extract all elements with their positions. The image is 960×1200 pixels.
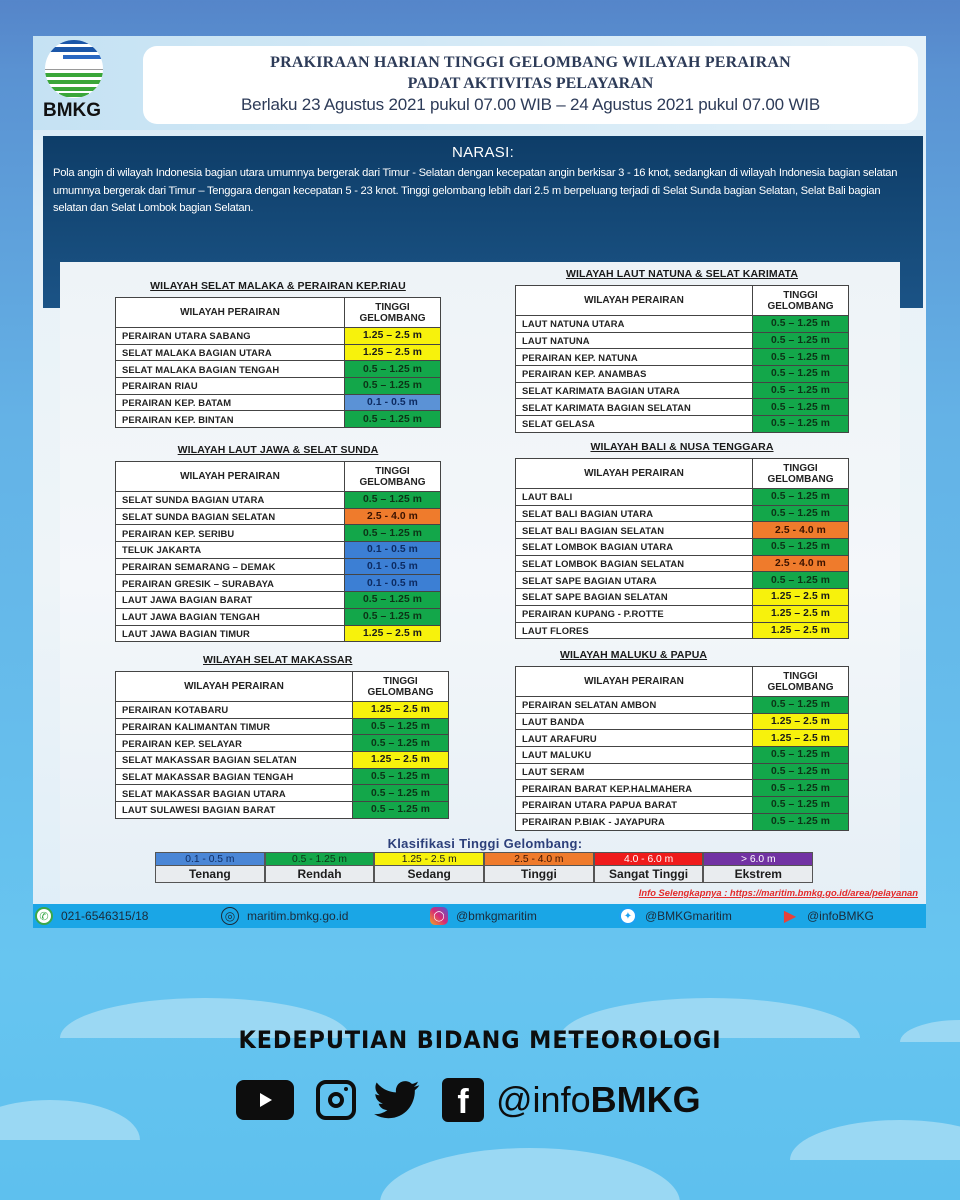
more-info-link[interactable]: Info Selengkapnya : https://maritim.bmkg.go.id/area/pelayanan: [638, 887, 918, 898]
wave-height-value: 0.5 – 1.25 m: [353, 718, 449, 735]
facebook-icon[interactable]: f: [442, 1078, 484, 1122]
header-area: WILAYAH PERAIRAN: [116, 462, 345, 492]
wave-height-value: 0.5 – 1.25 m: [345, 492, 441, 509]
area-name: PERAIRAN KALIMANTAN TIMUR: [116, 718, 353, 735]
youtube-icon[interactable]: [236, 1080, 294, 1120]
contact-bar: [33, 904, 926, 928]
table-row: [516, 382, 849, 399]
area-name: PERAIRAN KEP. ANAMBAS: [516, 366, 753, 383]
wave-height-value: 1.25 – 2.5 m: [353, 752, 449, 769]
legend-range: > 6.0 m: [703, 852, 813, 866]
table-row: [516, 697, 849, 714]
handle-prefix: @info: [496, 1079, 591, 1120]
table-row: [116, 542, 441, 559]
table-row: [116, 768, 449, 785]
area-name: LAUT JAWA BAGIAN TIMUR: [116, 625, 345, 642]
wave-height-value: 0.5 – 1.25 m: [753, 332, 849, 349]
wave-height-value: 0.5 – 1.25 m: [353, 802, 449, 819]
area-name: LAUT NATUNA UTARA: [516, 316, 753, 333]
table-row: [116, 592, 441, 609]
legend-range: 1.25 - 2.5 m: [374, 852, 484, 866]
contact-twitter[interactable]: [619, 906, 732, 926]
title-box: [143, 46, 918, 124]
table-row: [516, 622, 849, 639]
header-wave-height: [345, 462, 441, 492]
table-row: [516, 555, 849, 572]
header-wave-line1: TINGGI: [783, 670, 818, 682]
wave-height-value: 0.5 – 1.25 m: [753, 349, 849, 366]
wave-height-value: 0.5 – 1.25 m: [345, 525, 441, 542]
table-row: [516, 605, 849, 622]
legend-labels: [155, 866, 815, 883]
instagram-handle: @bmkgmaritim: [456, 909, 537, 923]
table-row: [516, 780, 849, 797]
table-row: [516, 713, 849, 730]
table-row: [516, 316, 849, 333]
wave-height-value: 1.25 – 2.5 m: [345, 344, 441, 361]
header-wave-line1: TINGGI: [375, 465, 410, 477]
area-name: SELAT MAKASSAR BAGIAN SELATAN: [116, 752, 353, 769]
area-name: SELAT SAPE BAGIAN SELATAN: [516, 589, 753, 606]
page-title: PRAKIRAAN HARIAN TINGGI GELOMBANG WILAYAH PERAIRAN: [270, 54, 791, 71]
area-name: SELAT MAKASSAR BAGIAN UTARA: [116, 785, 353, 802]
table-row: [116, 785, 449, 802]
wave-height-value: 0.5 – 1.25 m: [345, 378, 441, 395]
header-area: WILAYAH PERAIRAN: [116, 672, 353, 702]
wave-height-value: 1.25 – 2.5 m: [753, 589, 849, 606]
table-row: [116, 608, 441, 625]
instagram-icon[interactable]: [316, 1080, 356, 1120]
table-row: [516, 349, 849, 366]
area-name: SELAT MALAKA BAGIAN TENGAH: [116, 361, 345, 378]
header-wave-line2: GELOMBANG: [767, 300, 834, 312]
wave-classification-legend: [155, 836, 815, 883]
table-row: [516, 366, 849, 383]
wave-table: [115, 461, 441, 642]
header-wave-height: [753, 286, 849, 316]
contact-playstore[interactable]: [781, 906, 874, 926]
header-wave-height: [353, 672, 449, 702]
area-name: SELAT KARIMATA BAGIAN SELATAN: [516, 399, 753, 416]
table-row: [116, 752, 449, 769]
table-row: [116, 575, 441, 592]
table-row: [116, 361, 441, 378]
legend-ranges: [155, 852, 815, 866]
wave-height-value: 0.5 – 1.25 m: [753, 416, 849, 433]
table-row: [116, 558, 441, 575]
narrative-text: Pola angin di wilayah Indonesia bagian utara umumnya bergerak dari Timur - Selatan dengan kecepatan angin berkisar 3 - 16 knot, sedangkan di wilayah Indonesia bagian selatan umumnya bergerak dari Timur – Tenggara dengan kecepatan 5 - 23 knot. Tinggi gelombang lebih dari 2.5 m berpeluang terjadi di Selat Sunda bagian Selatan, Selat Bali bagian selatan dan Selat Lombok bagian Selatan.: [53, 167, 898, 214]
region-title: WILAYAH SELAT MAKASSAR: [203, 654, 353, 666]
area-name: LAUT NATUNA: [516, 332, 753, 349]
wave-height-value: 0.5 – 1.25 m: [353, 768, 449, 785]
legend-range: 0.1 - 0.5 m: [155, 852, 265, 866]
area-name: PERAIRAN KEP. SELAYAR: [116, 735, 353, 752]
region-title: WILAYAH SELAT MALAKA & PERAIRAN KEP.RIAU: [150, 280, 406, 292]
area-name: SELAT SUNDA BAGIAN UTARA: [116, 492, 345, 509]
wave-height-value: 2.5 - 4.0 m: [753, 555, 849, 572]
wave-height-value: 0.5 – 1.25 m: [753, 399, 849, 416]
legend-label: Ekstrem: [703, 866, 813, 883]
table-row: [116, 394, 441, 411]
area-name: SELAT GELASA: [516, 416, 753, 433]
narrative-title: NARASI:: [451, 144, 515, 161]
area-name: PERAIRAN KEP. SERIBU: [116, 525, 345, 542]
table-header-row: [516, 667, 849, 697]
social-links: [236, 1078, 701, 1122]
wave-height-value: 0.5 – 1.25 m: [753, 763, 849, 780]
legend-label: Sedang: [374, 866, 484, 883]
table-row: [116, 492, 441, 509]
table-row: [116, 508, 441, 525]
wave-height-value: 0.5 – 1.25 m: [345, 411, 441, 428]
table-row: [116, 328, 441, 345]
background-wave: [380, 1148, 680, 1200]
wave-table: [515, 666, 849, 831]
area-name: PERAIRAN UTARA PAPUA BARAT: [516, 797, 753, 814]
area-name: SELAT LOMBOK BAGIAN UTARA: [516, 539, 753, 556]
instagram-icon: ◯: [430, 907, 448, 925]
header-wave-line1: TINGGI: [783, 289, 818, 301]
header-wave-height: [753, 459, 849, 489]
table-row: [516, 730, 849, 747]
wave-height-value: 0.5 – 1.25 m: [353, 735, 449, 752]
playstore-handle: @infoBMKG: [807, 909, 874, 923]
wave-height-value: 0.1 - 0.5 m: [345, 558, 441, 575]
header-wave-line1: TINGGI: [375, 301, 410, 313]
area-name: PERAIRAN RIAU: [116, 378, 345, 395]
wave-height-value: 1.25 – 2.5 m: [753, 713, 849, 730]
legend-range: 4.0 - 6.0 m: [594, 852, 704, 866]
header-wave-line2: GELOMBANG: [367, 686, 434, 698]
table-row: [116, 802, 449, 819]
area-name: PERAIRAN SELATAN AMBON: [516, 697, 753, 714]
contact-website[interactable]: [221, 906, 348, 926]
twitter-handle: @BMKGmaritim: [645, 909, 732, 923]
validity-period: Berlaku 23 Agustus 2021 pukul 07.00 WIB – 24 Agustus 2021 pukul 07.00 WIB: [241, 95, 820, 114]
table-row: [516, 489, 849, 506]
table-row: [516, 539, 849, 556]
header-wave-line2: GELOMBANG: [767, 473, 834, 485]
header-area: WILAYAH PERAIRAN: [516, 459, 753, 489]
table-header-row: [116, 298, 441, 328]
phone-number: 021-6546315/18: [61, 909, 149, 923]
wave-forecast-poster: [33, 36, 926, 928]
legend-range: 2.5 - 4.0 m: [484, 852, 594, 866]
legend-label: Tenang: [155, 866, 265, 883]
wave-height-value: 1.25 – 2.5 m: [353, 702, 449, 719]
wave-height-value: 2.5 - 4.0 m: [753, 522, 849, 539]
wave-height-value: 1.25 – 2.5 m: [345, 328, 441, 345]
area-name: SELAT SUNDA BAGIAN SELATAN: [116, 508, 345, 525]
table-header-row: [116, 462, 441, 492]
area-name: SELAT MALAKA BAGIAN UTARA: [116, 344, 345, 361]
wave-height-value: 1.25 – 2.5 m: [753, 605, 849, 622]
phone-icon: ✆: [35, 907, 53, 925]
area-name: PERAIRAN BARAT KEP.HALMAHERA: [516, 780, 753, 797]
table-row: [116, 378, 441, 395]
header-wave-line1: TINGGI: [383, 675, 418, 687]
region-bali-nusa-tenggara: [515, 441, 849, 639]
legend-title: Klasifikasi Tinggi Gelombang:: [387, 836, 583, 851]
header-area: WILAYAH PERAIRAN: [516, 286, 753, 316]
area-name: PERAIRAN KUPANG - P.ROTTE: [516, 605, 753, 622]
twitter-icon[interactable]: [374, 1080, 420, 1120]
wave-height-value: 0.5 – 1.25 m: [345, 361, 441, 378]
area-name: PERAIRAN KEP. NATUNA: [516, 349, 753, 366]
table-row: [116, 625, 441, 642]
wave-table: [515, 458, 849, 639]
area-name: TELUK JAKARTA: [116, 542, 345, 559]
poster-header: [33, 36, 926, 130]
table-row: [516, 416, 849, 433]
region-maluku-papua: [515, 649, 849, 831]
region-title: WILAYAH LAUT NATUNA & SELAT KARIMATA: [565, 268, 799, 280]
table-row: [516, 747, 849, 764]
wave-height-value: 0.1 - 0.5 m: [345, 542, 441, 559]
region-title: WILAYAH MALUKU & PAPUA: [560, 649, 708, 661]
region-laut-jawa: [115, 444, 441, 642]
region-title: WILAYAH LAUT JAWA & SELAT SUNDA: [177, 444, 379, 456]
wave-table: [515, 285, 849, 433]
bottom-title: KEDEPUTIAN BIDANG METEOROLOGI: [238, 1026, 722, 1054]
background-wave: [0, 1100, 140, 1140]
header-wave-line2: GELOMBANG: [359, 476, 426, 488]
area-name: PERAIRAN SEMARANG – DEMAK: [116, 558, 345, 575]
region-title: WILAYAH BALI & NUSA TENGGARA: [590, 441, 774, 453]
table-row: [516, 572, 849, 589]
table-row: [516, 522, 849, 539]
area-name: SELAT MAKASSAR BAGIAN TENGAH: [116, 768, 353, 785]
area-name: LAUT SERAM: [516, 763, 753, 780]
wave-height-value: 0.5 – 1.25 m: [345, 608, 441, 625]
table-row: [516, 797, 849, 814]
header-wave-height: [345, 298, 441, 328]
table-header-row: [516, 459, 849, 489]
social-handle: [496, 1079, 701, 1121]
wave-height-value: 0.1 - 0.5 m: [345, 575, 441, 592]
area-name: SELAT BALI BAGIAN SELATAN: [516, 522, 753, 539]
region-selat-makassar: [115, 654, 449, 819]
contact-phone[interactable]: [35, 906, 148, 926]
table-header-row: [116, 672, 449, 702]
contact-instagram[interactable]: [430, 906, 537, 926]
bmkg-logo: [41, 40, 105, 124]
bmkg-globe-icon: [45, 40, 103, 98]
area-name: SELAT KARIMATA BAGIAN UTARA: [516, 382, 753, 399]
wave-height-value: 0.5 – 1.25 m: [753, 697, 849, 714]
wave-table: [115, 671, 449, 819]
area-name: PERAIRAN KEP. BATAM: [116, 394, 345, 411]
legend-label: Rendah: [265, 866, 375, 883]
wave-height-value: 0.5 – 1.25 m: [753, 382, 849, 399]
table-row: [516, 763, 849, 780]
wave-height-value: 0.1 - 0.5 m: [345, 394, 441, 411]
area-name: LAUT SULAWESI BAGIAN BARAT: [116, 802, 353, 819]
handle-bold: BMKG: [590, 1079, 701, 1120]
wave-height-value: 0.5 – 1.25 m: [753, 572, 849, 589]
background-wave: [790, 1120, 960, 1160]
wave-table: [115, 297, 441, 428]
wave-height-value: 0.5 – 1.25 m: [753, 813, 849, 830]
area-name: PERAIRAN GRESIK – SURABAYA: [116, 575, 345, 592]
wave-height-value: 0.5 – 1.25 m: [753, 505, 849, 522]
wave-height-value: 2.5 - 4.0 m: [345, 508, 441, 525]
table-row: [116, 702, 449, 719]
table-row: [116, 718, 449, 735]
header-wave-height: [753, 667, 849, 697]
area-name: PERAIRAN UTARA SABANG: [116, 328, 345, 345]
area-name: SELAT SAPE BAGIAN UTARA: [516, 572, 753, 589]
table-row: [516, 813, 849, 830]
wave-height-value: 1.25 – 2.5 m: [345, 625, 441, 642]
area-name: LAUT BANDA: [516, 713, 753, 730]
page-subtitle: PADAT AKTIVITAS PELAYARAN: [407, 75, 654, 92]
header-wave-line2: GELOMBANG: [767, 681, 834, 693]
table-row: [116, 525, 441, 542]
wave-height-value: 0.5 – 1.25 m: [753, 747, 849, 764]
area-name: LAUT JAWA BAGIAN BARAT: [116, 592, 345, 609]
area-name: PERAIRAN KOTABARU: [116, 702, 353, 719]
wave-height-value: 0.5 – 1.25 m: [753, 366, 849, 383]
logo-text: BMKG: [43, 100, 102, 121]
legend-label: Sangat Tinggi: [594, 866, 704, 883]
area-name: PERAIRAN KEP. BINTAN: [116, 411, 345, 428]
globe-icon: ◎: [221, 907, 239, 925]
wave-height-value: 0.5 – 1.25 m: [753, 797, 849, 814]
header-area: WILAYAH PERAIRAN: [116, 298, 345, 328]
area-name: LAUT FLORES: [516, 622, 753, 639]
area-name: LAUT MALUKU: [516, 747, 753, 764]
header-area: WILAYAH PERAIRAN: [516, 667, 753, 697]
table-row: [516, 399, 849, 416]
region-laut-natuna: [515, 268, 849, 433]
header-wave-line1: TINGGI: [783, 462, 818, 474]
website-text: maritim.bmkg.go.id: [247, 909, 349, 923]
wave-height-value: 1.25 – 2.5 m: [753, 622, 849, 639]
region-selat-malaka: [115, 280, 441, 428]
table-row: [116, 411, 441, 428]
table-row: [116, 344, 441, 361]
area-name: LAUT JAWA BAGIAN TENGAH: [116, 608, 345, 625]
wave-height-value: 0.5 – 1.25 m: [753, 316, 849, 333]
twitter-icon: ✦: [619, 907, 637, 925]
legend-range: 0.5 - 1.25 m: [265, 852, 375, 866]
wave-height-value: 0.5 – 1.25 m: [753, 539, 849, 556]
area-name: LAUT ARAFURU: [516, 730, 753, 747]
table-row: [516, 589, 849, 606]
table-header-row: [516, 286, 849, 316]
area-name: SELAT BALI BAGIAN UTARA: [516, 505, 753, 522]
table-row: [516, 505, 849, 522]
wave-height-value: 0.5 – 1.25 m: [753, 780, 849, 797]
area-name: LAUT BALI: [516, 489, 753, 506]
header-wave-line2: GELOMBANG: [359, 312, 426, 324]
wave-height-value: 0.5 – 1.25 m: [753, 489, 849, 506]
area-name: SELAT LOMBOK BAGIAN SELATAN: [516, 555, 753, 572]
wave-height-value: 0.5 – 1.25 m: [353, 785, 449, 802]
wave-height-value: 0.5 – 1.25 m: [345, 592, 441, 609]
area-name: PERAIRAN P.BIAK - JAYAPURA: [516, 813, 753, 830]
table-row: [116, 735, 449, 752]
play-store-icon: ▶: [783, 908, 797, 925]
table-row: [516, 332, 849, 349]
legend-label: Tinggi: [484, 866, 594, 883]
wave-height-value: 1.25 – 2.5 m: [753, 730, 849, 747]
